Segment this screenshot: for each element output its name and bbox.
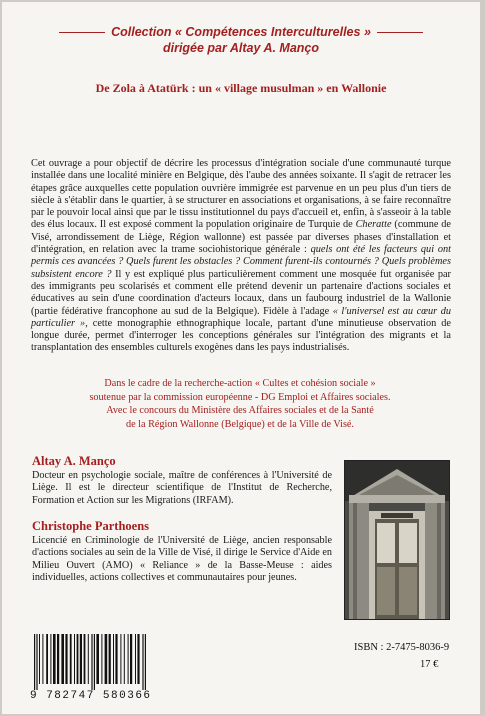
barcode-number: 9 782747 580366	[30, 690, 152, 702]
barcode-bar	[36, 634, 37, 690]
barcode-bar	[39, 634, 40, 684]
doorway-illustration	[345, 461, 449, 619]
summary-place: Cheratte	[355, 219, 392, 231]
summary-part: Il y est expliqué plus particulièrement comment une mosquée fut organisée par des immigrants peu scolarisés et comment elle prétend devenir un partenaire d'actions sociales et éducatives au sein d'une coordination d'acteurs locaux, dans un faubourg industriel de la Wallonie (partie fédérative francophone au sud de la Belgique). Fidèle à l'adage	[31, 268, 451, 317]
book-title: De Zola à Atatürk : un « village musulman » en Wallonie	[95, 81, 387, 95]
doorway-photo	[344, 460, 450, 620]
barcode-bar	[91, 634, 92, 690]
barcode-bar	[101, 634, 102, 684]
barcode-bar	[113, 634, 114, 684]
isbn: ISBN : 2-7475-8036-9	[354, 642, 450, 653]
barcode-bar	[77, 634, 79, 684]
barcode-bar	[74, 634, 75, 684]
barcode-bar	[65, 634, 67, 684]
barcode-bar	[137, 634, 139, 684]
back-cover	[2, 2, 480, 714]
summary-adage: « l'universel est au cœur du particulier »	[31, 305, 452, 329]
barcode-bar	[53, 634, 56, 684]
barcode-bar	[96, 634, 99, 684]
barcode-bar	[120, 634, 121, 684]
barcode-bar	[130, 634, 132, 684]
summary-text	[31, 158, 451, 355]
barcode-bar	[84, 634, 86, 684]
collection-name: Collection « Compétences Interculturelles »	[111, 25, 371, 39]
summary-questions: quels ont été les facteurs qui ont permis ces avancées ? Quels furent les obstacles ? Comment furent-ils contournés ? Quels problèmes subsistent encore ?	[31, 244, 451, 280]
barcode-bar	[50, 634, 51, 684]
funding-line: soutenue par la commission européenne - DG Emploi et Affaires sociales.	[89, 391, 391, 403]
barcode-bar	[42, 634, 43, 684]
funding-note	[20, 377, 460, 431]
author-bio-1: Docteur en psychologie sociale, maître de conférences à l'Université de Liège. Il est le directeur scientifique de l'Institut de Recherche, Formation et Action sur les Migrations (IRFAM).	[32, 470, 332, 506]
barcode-bar	[115, 634, 117, 684]
barcode-bar	[46, 634, 48, 684]
barcode-bar	[145, 634, 146, 690]
barcode-bar	[94, 634, 95, 690]
summary-part: , cette monographie ethnographique locale, partant d'une minutieuse observation de longue durée, permet d'interroger les conceptions générales sur l'intégration des migrants et la transplantation des ensembles culturels exogènes dans les pays industrialisés.	[31, 317, 451, 354]
barcode-bar	[57, 634, 59, 684]
barcode-bar	[128, 634, 129, 684]
barcode	[30, 634, 200, 692]
barcode-bar	[135, 634, 136, 684]
barcode-bar	[142, 634, 143, 690]
price: 17 €	[420, 659, 439, 670]
author-bio-2: Licencié en Criminologie de l'Université de Liège, ancien responsable d'actions sociales au sein de la Ville de Visé, il dirige le Service d'Aide en Milieu Ouvert (AMO) « Reliance » de la Basse-Meuse : aides individuelles, actions collectives et communautaires pour jeunes.	[32, 535, 332, 584]
barcode-bar	[61, 634, 64, 684]
barcode-bar	[109, 634, 111, 684]
author-name-2: Christophe Parthoens	[32, 519, 150, 533]
funding-line: Dans le cadre de la recherche-action « Cultes et cohésion sociale »	[104, 378, 376, 389]
barcode-bar	[105, 634, 108, 684]
barcode-bar	[124, 634, 125, 684]
collection-header	[2, 24, 480, 56]
author-name-1: Altay A. Manço	[32, 454, 116, 468]
barcode-bar	[34, 634, 35, 690]
summary-part: Cet ouvrage a pour objectif de décrire les processus d'intégration sociale d'une communauté turque installée dans une localité minière en Belgique, dès l'aube des années soixante. Il s'agit de retracer les étapes grâce auxquelles cette population ouvrière immigrée est parvenue en un peu plus d'un tiers de siècle à s'établir dans le quartier, à se structurer en associations et organisations, à se faire reconnaître par le pouvoir local ainsi que par le tissu institutionnel du pays d'accueil et, enfin, à s'asseoir à la table des élus locaux. Il est exposé comment la population originaire de Turquie de	[31, 158, 451, 231]
divider	[59, 32, 105, 33]
barcode-bar	[70, 634, 72, 684]
summary-part: (commune de Visé, arrondissement de Liège, Région wallonne) est passée par diverses phases d'installation et d'intégration, en relation avec la trame sociohistorique générale :	[31, 219, 451, 256]
collection-director: dirigée par Altay A. Manço	[162, 41, 320, 55]
divider	[377, 32, 423, 33]
barcode-bar	[88, 634, 89, 684]
funding-line: de la Région Wallonne (Belgique) et de la Ville de Visé.	[126, 418, 354, 430]
funding-line: Avec le concours du Ministère des Affaires sociales et de la Santé	[106, 405, 374, 416]
barcode-bar	[80, 634, 82, 684]
